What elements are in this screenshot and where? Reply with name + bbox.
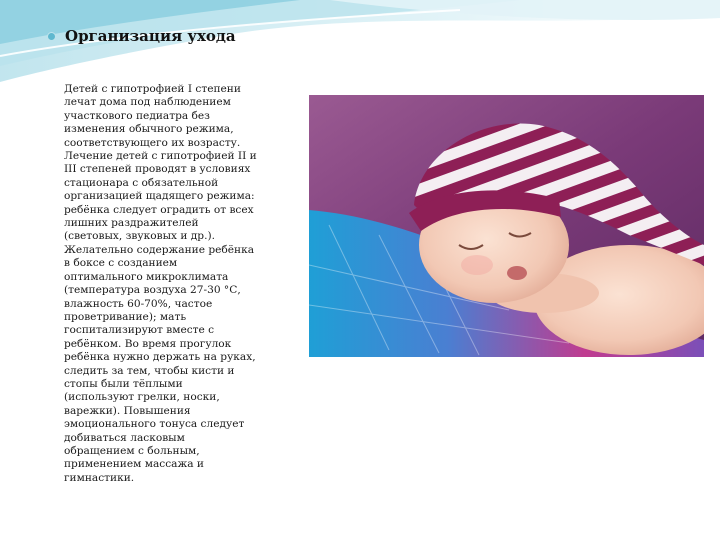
body-line: изменения обычного режима, — [64, 123, 234, 136]
body-line: следить за тем, чтобы кисти и — [64, 364, 235, 377]
body-line: ребёнка следует оградить от всех — [64, 203, 254, 216]
body-line: (используют грелки, носки, — [64, 391, 220, 404]
body-line: Желательно содержание ребёнка — [64, 243, 255, 256]
body-paragraph — [64, 83, 276, 485]
body-line: ребёнком. Во время прогулок — [64, 337, 232, 350]
body-line: стопы были тёплыми — [64, 377, 183, 390]
slide-title: Организация ухода — [65, 27, 236, 45]
body-line: влажность 60-70%, частое — [64, 297, 213, 310]
round-bullet-icon — [48, 33, 55, 40]
slide-header — [48, 27, 236, 45]
sleeping-baby-photo — [309, 95, 704, 357]
body-line: гимнастики. — [64, 471, 135, 484]
body-line: соответствующего их возрасту. — [64, 136, 241, 149]
header-swoosh-decoration — [0, 0, 720, 90]
body-line: госпитализируют вместе с — [64, 324, 215, 337]
body-line: оптимального микроклимата — [64, 270, 229, 283]
body-line: (температура воздуха 27-30 °С, — [64, 284, 241, 297]
body-line: лечат дома под наблюдением — [64, 96, 231, 109]
body-line: III степеней проводят в условиях — [64, 163, 251, 176]
body-line: применением массажа и — [64, 458, 204, 471]
body-line: стационара с обязательной — [64, 176, 219, 189]
body-line: в боксе с созданием — [64, 257, 178, 270]
body-line: лишних раздражителей — [64, 217, 199, 230]
body-line: добиваться ласковым — [64, 431, 185, 444]
body-line: Лечение детей с гипотрофией II и — [64, 150, 257, 163]
body-line: проветривание); мать — [64, 310, 187, 323]
body-line: организацией щадящего режима: — [64, 190, 255, 203]
body-line: Детей с гипотрофией I степени — [64, 83, 241, 95]
body-line: участкового педиатра без — [64, 109, 210, 122]
body-line: ребёнка нужно держать на руках, — [64, 351, 256, 364]
body-line: варежки). Повышения — [64, 404, 191, 417]
body-line: (световых, звуковых и др.). — [64, 230, 215, 243]
body-line: обращением с больным, — [64, 444, 200, 457]
body-line: эмоционального тонуса следует — [64, 418, 245, 431]
